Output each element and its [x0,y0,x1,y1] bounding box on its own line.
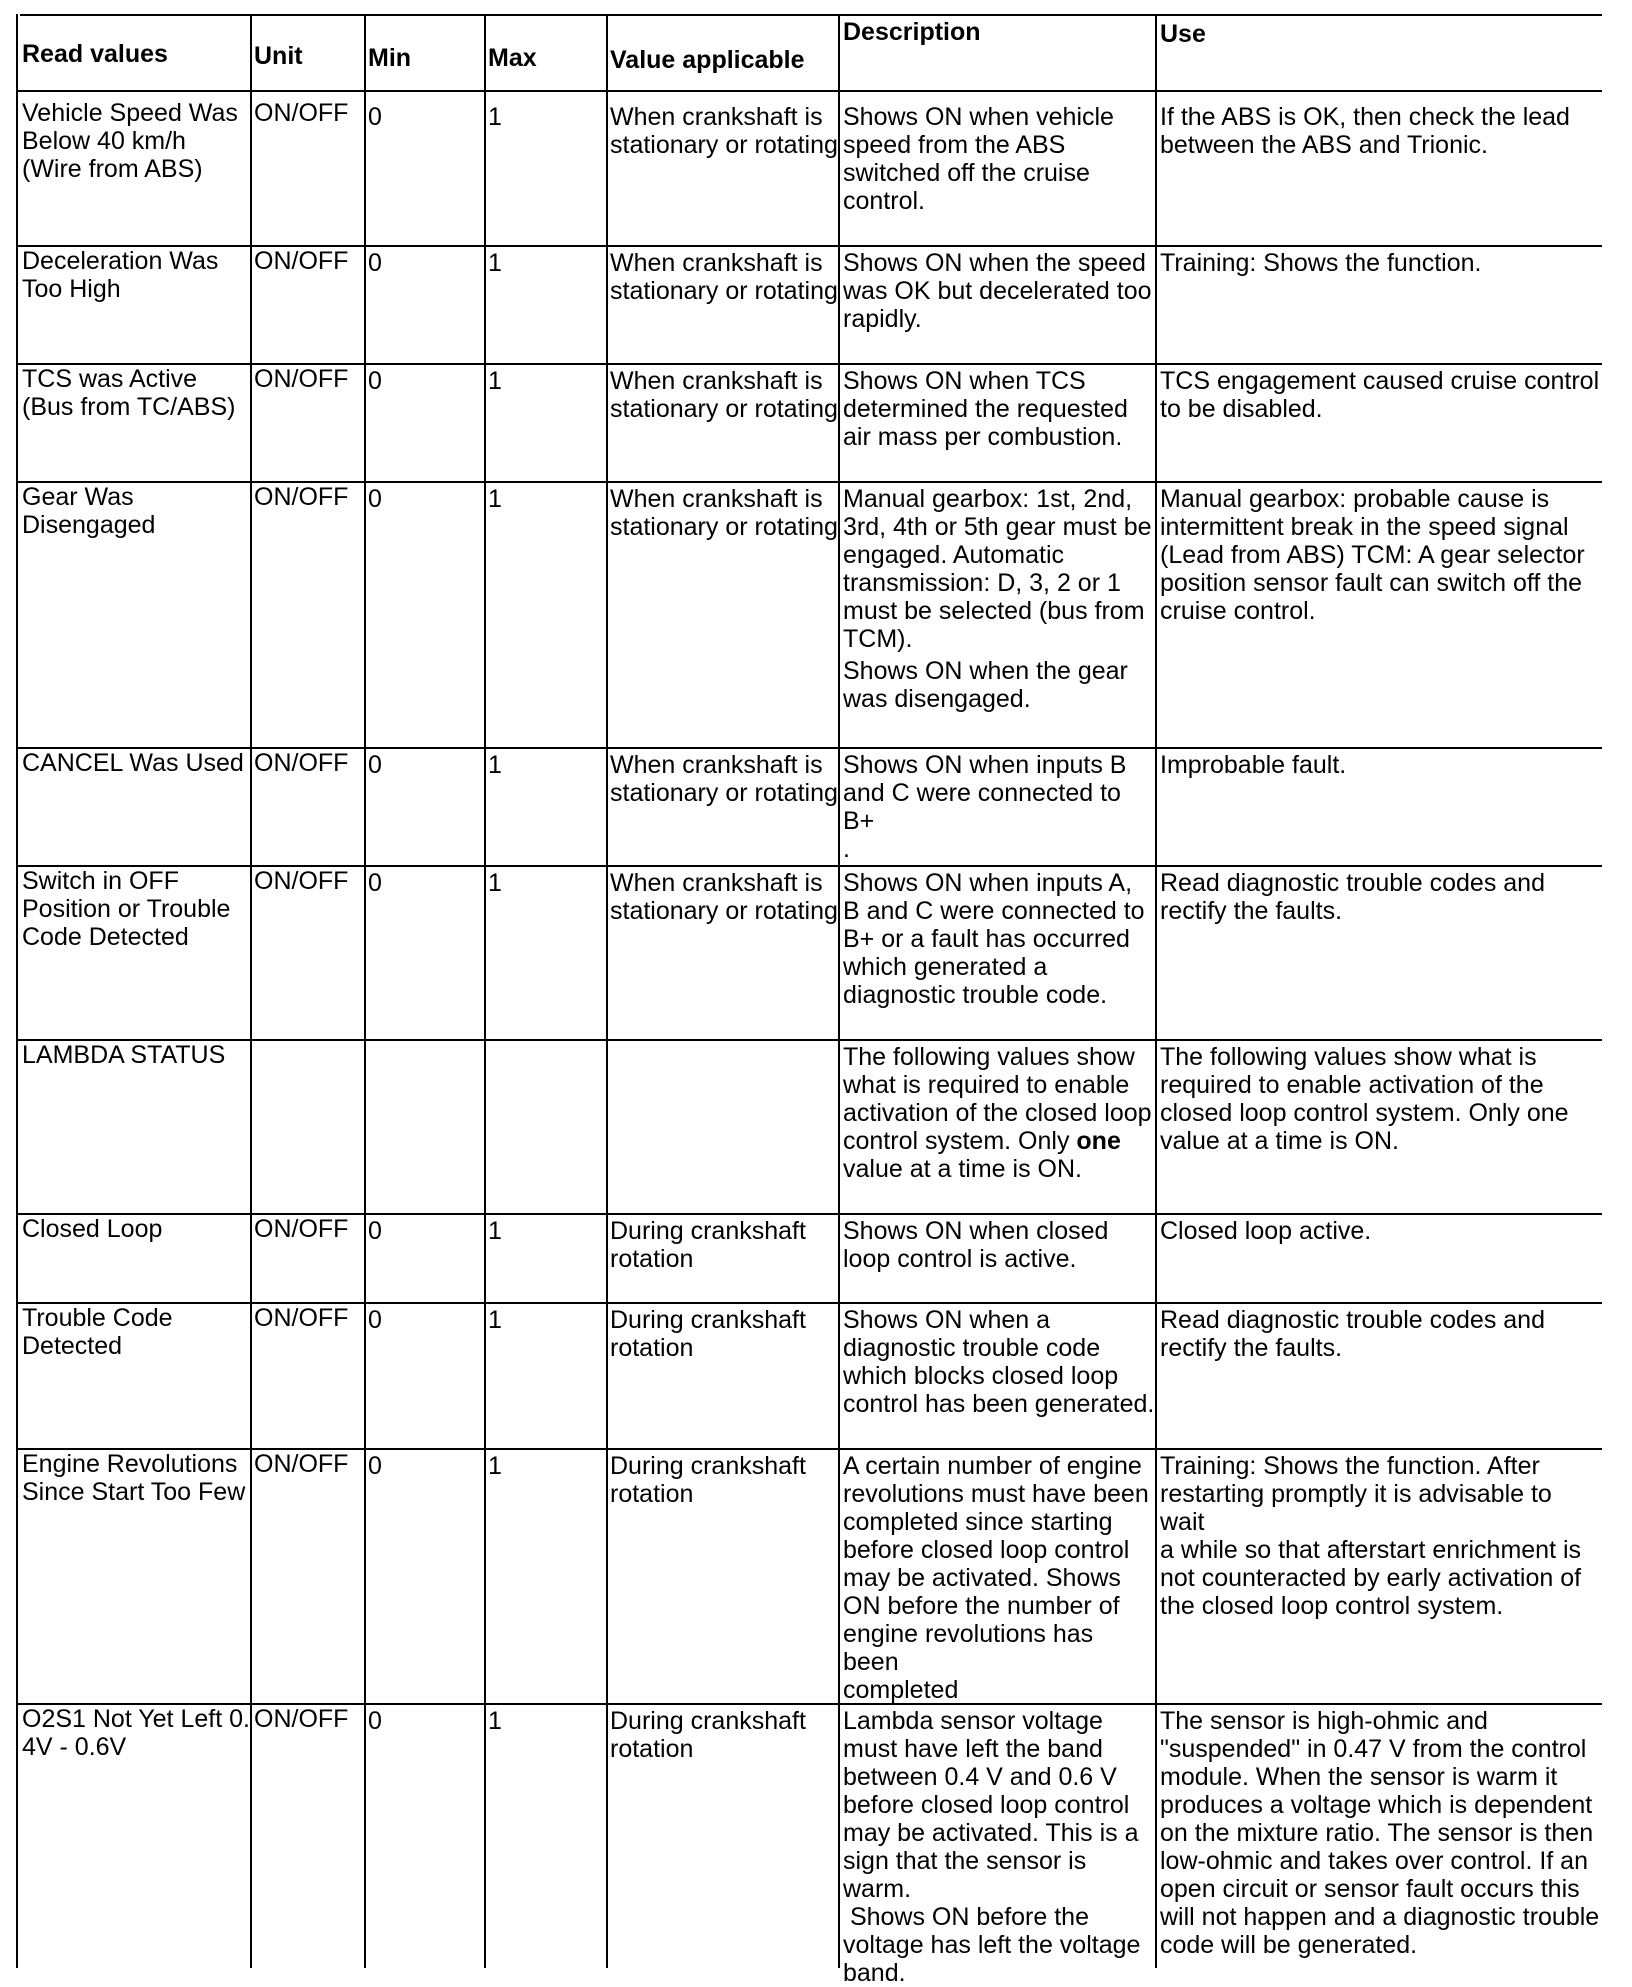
description-cell: Shows ON when inputs B and C were connected to B+ . [843,751,1127,863]
value-applicable-cell: When crankshaft is stationary or rotating [610,485,838,541]
description-cell [843,1043,1155,1183]
use-cell: The sensor is high-ohmic and "suspended" in 0.47 V from the control module. When the sensor is warm it produces a voltage which is dependent on the mixture ratio. The sensor is then low-ohmic and takes over control. If an open circuit or sensor fault occurs this will not happen and a diagnostic trouble code will be generated. [1160,1707,1600,1959]
read-value-cell: Closed Loop [22,1215,163,1243]
unit-cell: ON/OFF [254,1215,349,1243]
column-border [364,14,366,1968]
read-value-cell: Deceleration Was Too High [22,247,219,303]
use-cell: Training: Shows the function. After restarting promptly it is advisable to wait a while so that afterstart enrichment is not counteracted by early activation of the closed loop control system. [1160,1452,1582,1620]
unit-cell: ON/OFF [254,247,349,275]
read-value-cell: TCS was Active (Bus from TC/ABS) [22,365,236,421]
description-cell: Lambda sensor voltage must have left the band between 0.4 V and 0.6 V before closed loop control may be activated. This is a sign that the sensor is warm. Shows ON before the voltage has left the voltage band. [843,1707,1141,1987]
header-max: Max [488,44,537,72]
description-cell: Shows ON when vehicle speed from the ABS switched off the cruise control. [843,103,1114,215]
value-applicable-cell: When crankshaft is stationary or rotating [610,751,838,807]
read-value-cell: Switch in OFF Position or Trouble Code Detected [22,867,231,951]
min-cell: 0 [368,1306,382,1334]
value-applicable-cell: When crankshaft is stationary or rotating [610,249,838,305]
column-border [484,14,486,1968]
description-cell: Shows ON when the speed was OK but decelerated too rapidly. [843,249,1152,333]
header-bottom-border [16,90,1602,92]
min-cell: 0 [368,869,382,897]
header-min: Min [368,44,412,72]
description-cell: Shows ON when inputs A, B and C were connected to B+ or a fault has occurred which generated a diagnostic trouble code. [843,869,1145,1009]
description-cell: A certain number of engine revolutions must have been completed since starting before closed loop control may be activated. Shows ON before the number of engine revolutions has been completed [843,1452,1149,1704]
unit-cell: ON/OFF [254,483,349,511]
max-cell: 1 [488,485,502,513]
column-border [838,14,840,1968]
header-description: Description [843,18,981,46]
header-use: Use [1160,20,1206,48]
read-value-cell: CANCEL Was Used [22,749,244,777]
min-cell: 0 [368,751,382,779]
value-applicable-cell: During crankshaft rotation [610,1217,806,1273]
header-unit: Unit [254,42,303,70]
min-cell: 0 [368,1217,382,1245]
value-applicable-cell: During crankshaft rotation [610,1452,806,1508]
value-applicable-cell: During crankshaft rotation [610,1707,806,1763]
use-cell: Read diagnostic trouble codes and rectify the faults. [1160,869,1545,925]
read-value-cell: Trouble Code Detected [22,1304,173,1360]
header-value-applicable: Value applicable [610,46,805,74]
value-applicable-cell: During crankshaft rotation [610,1306,806,1362]
unit-cell: ON/OFF [254,867,349,895]
header-read-values: Read values [22,40,168,68]
description-cell: Manual gearbox: 1st, 2nd, 3rd, 4th or 5th gear must be engaged. Automatic transmission: D, 3, 2 or 1 must be selected (bus from TCM). [843,485,1152,653]
use-cell: Training: Shows the function. [1160,249,1482,277]
description-cell: Shows ON when closed loop control is active. [843,1217,1109,1273]
table-top-border [20,14,1602,16]
min-cell: 0 [368,1707,382,1735]
value-applicable-cell: When crankshaft is stationary or rotating [610,103,838,159]
max-cell: 1 [488,751,502,779]
min-cell: 0 [368,249,382,277]
read-value-cell: Engine Revolutions Since Start Too Few [22,1450,246,1506]
column-border [250,14,252,1968]
column-border [606,14,608,1968]
unit-cell: ON/OFF [254,1450,349,1478]
max-cell: 1 [488,249,502,277]
use-cell: Improbable fault. [1160,751,1347,779]
max-cell: 1 [488,1707,502,1735]
read-value-cell: LAMBDA STATUS [22,1041,226,1069]
max-cell: 1 [488,1217,502,1245]
description-cell: Shows ON when TCS determined the requested air mass per combustion. [843,367,1128,451]
min-cell: 0 [368,485,382,513]
max-cell: 1 [488,869,502,897]
use-cell: TCS engagement caused cruise control to be disabled. [1160,367,1600,423]
unit-cell: ON/OFF [254,1705,349,1733]
description-text-end: value at a time is ON. [843,1155,1082,1183]
max-cell: 1 [488,1452,502,1480]
description-emphasis: one [1076,1127,1121,1155]
min-cell: 0 [368,367,382,395]
description-cell-extra: Shows ON when the gear was disengaged. [843,657,1128,713]
unit-cell: ON/OFF [254,365,349,393]
unit-cell: ON/OFF [254,749,349,777]
column-border [16,14,18,1968]
min-cell: 0 [368,103,382,131]
use-cell: Manual gearbox: probable cause is intermittent break in the speed signal (Lead from ABS) TCM: A gear selector position sensor fault can switch off the cruise control. [1160,485,1585,625]
unit-cell: ON/OFF [254,1304,349,1332]
use-cell: Read diagnostic trouble codes and rectify the faults. [1160,1306,1545,1362]
read-value-cell: Vehicle Speed Was Below 40 km/h (Wire from ABS) [22,99,238,183]
value-applicable-cell: When crankshaft is stationary or rotating [610,869,838,925]
column-border [1155,14,1157,1968]
document-page [16,14,1602,1987]
unit-cell: ON/OFF [254,99,349,127]
description-text: The following values show what is required to enable activation of the closed loop control system. Only [843,1043,1152,1155]
use-cell: If the ABS is OK, then check the lead between the ABS and Trionic. [1160,103,1570,159]
description-cell: Shows ON when a diagnostic trouble code which blocks closed loop control has been generated. [843,1306,1155,1418]
min-cell: 0 [368,1452,382,1480]
read-value-cell: O2S1 Not Yet Left 0. 4V - 0.6V [22,1705,250,1761]
max-cell: 1 [488,367,502,395]
use-cell: The following values show what is required to enable activation of the closed loop control system. Only one value at a time is ON. [1160,1043,1569,1155]
use-cell: Closed loop active. [1160,1217,1372,1245]
read-value-cell: Gear Was Disengaged [22,483,156,539]
value-applicable-cell: When crankshaft is stationary or rotating [610,367,838,423]
max-cell: 1 [488,103,502,131]
max-cell: 1 [488,1306,502,1334]
